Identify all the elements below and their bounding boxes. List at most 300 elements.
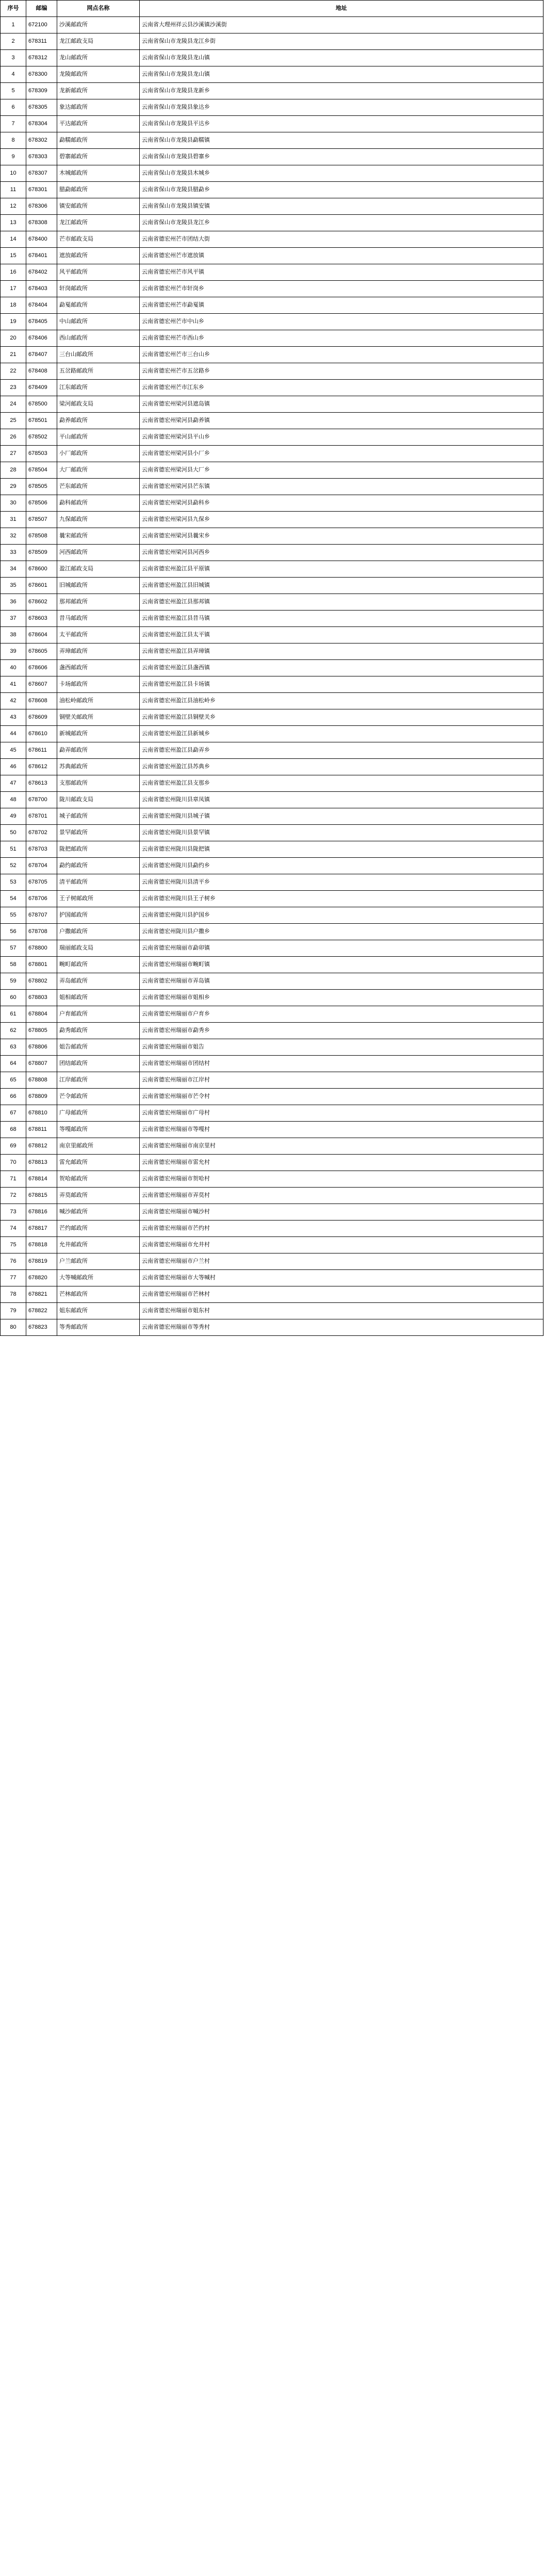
table-row [1,231,543,248]
cell-name: 芒市邮政支局 [57,231,140,248]
table-row [1,1105,543,1122]
cell-name: 芒林邮政所 [57,1286,140,1303]
cell-index: 39 [1,643,26,660]
cell-index: 22 [1,363,26,380]
cell-index: 4 [1,66,26,83]
cell-zip: 678613 [26,775,57,792]
cell-zip: 678605 [26,643,57,660]
table-row [1,297,543,314]
cell-address: 云南省德宏州盈江县弄璋镇 [140,643,543,660]
table-row [1,264,543,281]
table-row [1,429,543,446]
cell-name: 太平邮政所 [57,627,140,643]
cell-name: 龙江邮政所 [57,215,140,231]
table-row [1,841,543,858]
cell-name: 三台山邮政所 [57,347,140,363]
cell-zip: 678601 [26,578,57,594]
cell-zip: 678309 [26,83,57,99]
cell-zip: 678409 [26,380,57,396]
table-body [1,17,543,1336]
cell-zip: 678606 [26,660,57,676]
cell-name: 龙江邮政支局 [57,33,140,50]
cell-address: 云南省德宏州瑞丽市允井村 [140,1237,543,1253]
cell-address: 云南省德宏州盈江县铜壁关乡 [140,709,543,726]
cell-zip: 678602 [26,594,57,611]
cell-address: 云南省德宏州陇川县王子树乡 [140,891,543,907]
cell-index: 21 [1,347,26,363]
cell-name: 龙陵邮政所 [57,66,140,83]
cell-zip: 678507 [26,512,57,528]
cell-address: 云南省德宏州盈江县苏典乡 [140,759,543,775]
cell-address: 云南省德宏州盈江县新城乡 [140,726,543,742]
cell-index: 27 [1,446,26,462]
cell-address: 云南省德宏州盈江县那邦镇 [140,594,543,611]
cell-name: 轩岗邮政所 [57,281,140,297]
cell-name: 陇川邮政支局 [57,792,140,808]
table-row [1,693,543,709]
cell-address: 云南省德宏州瑞丽市贺哈村 [140,1171,543,1188]
cell-name: 勐秀邮政所 [57,1023,140,1039]
table-row [1,1056,543,1072]
cell-address: 云南省德宏州芒市勐戛镇 [140,297,543,314]
cell-address: 云南省德宏州梁河县河西乡 [140,545,543,561]
cell-name: 腊勐邮政所 [57,182,140,198]
cell-zip: 678702 [26,825,57,841]
cell-index: 64 [1,1056,26,1072]
table-row [1,1221,543,1237]
cell-name: 雷允邮政所 [57,1155,140,1171]
table-row [1,446,543,462]
cell-name: 弄莫邮政所 [57,1188,140,1204]
cell-name: 油松岭邮政所 [57,693,140,709]
cell-index: 30 [1,495,26,512]
table-row [1,116,543,132]
cell-address: 云南省德宏州瑞丽市姐告 [140,1039,543,1056]
cell-name: 铜壁关邮政所 [57,709,140,726]
table-row [1,545,543,561]
cell-name: 景罕邮政所 [57,825,140,841]
cell-address: 云南省德宏州芒市五岔路乡 [140,363,543,380]
table-row [1,1122,543,1138]
cell-zip: 678604 [26,627,57,643]
cell-address: 云南省德宏州芒市江东乡 [140,380,543,396]
cell-zip: 678303 [26,149,57,165]
cell-index: 7 [1,116,26,132]
table-row [1,594,543,611]
table-row [1,1072,543,1089]
cell-name: 五岔路邮政所 [57,363,140,380]
table-row [1,907,543,924]
table-row [1,347,543,363]
cell-name: 勐弄邮政所 [57,742,140,759]
table-row [1,825,543,841]
cell-zip: 678707 [26,907,57,924]
cell-name: 遮放邮政所 [57,248,140,264]
cell-index: 50 [1,825,26,841]
cell-name: 芒令邮政所 [57,1089,140,1105]
cell-address: 云南省德宏州瑞丽市南京里村 [140,1138,543,1155]
cell-index: 33 [1,545,26,561]
cell-address: 云南省德宏州瑞丽市户兰村 [140,1253,543,1270]
table-row [1,512,543,528]
cell-index: 72 [1,1188,26,1204]
cell-index: 77 [1,1270,26,1286]
cell-zip: 678703 [26,841,57,858]
cell-zip: 678404 [26,297,57,314]
table-row [1,990,543,1006]
cell-zip: 678503 [26,446,57,462]
cell-index: 70 [1,1155,26,1171]
cell-zip: 678506 [26,495,57,512]
cell-name: 弄岛邮政所 [57,973,140,990]
cell-index: 54 [1,891,26,907]
cell-address: 云南省德宏州瑞丽市大等喊村 [140,1270,543,1286]
cell-zip: 678501 [26,413,57,429]
cell-zip: 678304 [26,116,57,132]
cell-zip: 678311 [26,33,57,50]
cell-zip: 678307 [26,165,57,182]
cell-zip: 678308 [26,215,57,231]
cell-zip: 678819 [26,1253,57,1270]
cell-address: 云南省德宏州瑞丽市广母村 [140,1105,543,1122]
cell-index: 9 [1,149,26,165]
cell-name: 昔马邮政所 [57,611,140,627]
cell-index: 28 [1,462,26,479]
table-row [1,528,543,545]
cell-address: 云南省保山市龙陵县象达乡 [140,99,543,116]
cell-address: 云南省德宏州盈江县勐弄乡 [140,742,543,759]
cell-address: 云南省德宏州梁河县勐科乡 [140,495,543,512]
cell-address: 云南省德宏州梁河县曩宋乡 [140,528,543,545]
cell-address: 云南省德宏州瑞丽市弄莫村 [140,1188,543,1204]
cell-address: 云南省德宏州盈江县太平镇 [140,627,543,643]
cell-name: 盏西邮政所 [57,660,140,676]
cell-name: 陇把邮政所 [57,841,140,858]
cell-index: 42 [1,693,26,709]
cell-address: 云南省德宏州陇川县陇把镇 [140,841,543,858]
table-row [1,1204,543,1221]
cell-name: 大等喊邮政所 [57,1270,140,1286]
table-row [1,578,543,594]
cell-name: 新城邮政所 [57,726,140,742]
cell-name: 木城邮政所 [57,165,140,182]
cell-zip: 678804 [26,1006,57,1023]
cell-index: 45 [1,742,26,759]
cell-zip: 678508 [26,528,57,545]
cell-name: 镇安邮政所 [57,198,140,215]
cell-index: 69 [1,1138,26,1155]
cell-zip: 678608 [26,693,57,709]
table-row [1,1237,543,1253]
table-header-row [1,1,543,17]
cell-zip: 678403 [26,281,57,297]
table-row [1,314,543,330]
cell-zip: 678302 [26,132,57,149]
cell-zip: 678305 [26,99,57,116]
cell-zip: 678408 [26,363,57,380]
cell-address: 云南省保山市龙陵县龙江乡 [140,215,543,231]
cell-name: 户育邮政所 [57,1006,140,1023]
cell-index: 68 [1,1122,26,1138]
table-row [1,83,543,99]
cell-name: 沙溪邮政所 [57,17,140,33]
cell-name: 王子树邮政所 [57,891,140,907]
cell-name: 卡场邮政所 [57,676,140,693]
cell-name: 瑞丽邮政支局 [57,940,140,957]
cell-index: 51 [1,841,26,858]
cell-name: 大厂邮政所 [57,462,140,479]
table-row [1,1039,543,1056]
cell-zip: 678708 [26,924,57,940]
cell-index: 40 [1,660,26,676]
cell-address: 云南省德宏州瑞丽市等秀村 [140,1319,543,1336]
table-row [1,330,543,347]
table-row [1,215,543,231]
cell-address: 云南省德宏州瑞丽市姐相乡 [140,990,543,1006]
cell-address: 云南省德宏州瑞丽市芒约村 [140,1221,543,1237]
cell-zip: 678807 [26,1056,57,1072]
cell-address: 云南省德宏州梁河县勐养镇 [140,413,543,429]
cell-index: 13 [1,215,26,231]
cell-name: 南京里邮政所 [57,1138,140,1155]
cell-zip: 678816 [26,1204,57,1221]
cell-name: 芒东邮政所 [57,479,140,495]
cell-index: 34 [1,561,26,578]
cell-address: 云南省德宏州陇川县景罕镇 [140,825,543,841]
cell-name: 盈江邮政支局 [57,561,140,578]
table-row [1,957,543,973]
cell-address: 云南省德宏州陇川县章凤镇 [140,792,543,808]
cell-zip: 678600 [26,561,57,578]
cell-index: 78 [1,1286,26,1303]
cell-index: 3 [1,50,26,66]
cell-index: 80 [1,1319,26,1336]
cell-zip: 678612 [26,759,57,775]
table-row [1,99,543,116]
cell-zip: 678706 [26,891,57,907]
table-row [1,479,543,495]
cell-name: 贺哈邮政所 [57,1171,140,1188]
cell-address: 云南省保山市龙陵县龙江乡街 [140,33,543,50]
cell-name: 西山邮政所 [57,330,140,347]
table-row [1,643,543,660]
cell-name: 支那邮政所 [57,775,140,792]
cell-zip: 678603 [26,611,57,627]
cell-index: 52 [1,858,26,874]
cell-address: 云南省德宏州盈江县支那乡 [140,775,543,792]
table-row [1,676,543,693]
table-row [1,380,543,396]
cell-index: 12 [1,198,26,215]
cell-zip: 678502 [26,429,57,446]
cell-zip: 678811 [26,1122,57,1138]
header-address: 地址 [140,1,543,17]
cell-name: 清平邮政所 [57,874,140,891]
cell-index: 76 [1,1253,26,1270]
cell-zip: 678815 [26,1188,57,1204]
cell-name: 曩宋邮政所 [57,528,140,545]
cell-address: 云南省德宏州瑞丽市等嘎村 [140,1122,543,1138]
cell-address: 云南省德宏州芒市轩岗乡 [140,281,543,297]
table-row [1,413,543,429]
cell-address: 云南省德宏州瑞丽市喊沙村 [140,1204,543,1221]
cell-index: 16 [1,264,26,281]
cell-name: 龙新邮政所 [57,83,140,99]
cell-zip: 678701 [26,808,57,825]
cell-index: 32 [1,528,26,545]
cell-address: 云南省德宏州梁河县九保乡 [140,512,543,528]
table-row [1,1270,543,1286]
cell-index: 58 [1,957,26,973]
cell-name: 等嘎邮政所 [57,1122,140,1138]
table-row [1,363,543,380]
cell-zip: 678400 [26,231,57,248]
cell-address: 云南省德宏州芒市遮放镇 [140,248,543,264]
table-row [1,66,543,83]
cell-index: 67 [1,1105,26,1122]
cell-address: 云南省德宏州梁河县大厂乡 [140,462,543,479]
cell-address: 云南省德宏州瑞丽市勐秀乡 [140,1023,543,1039]
table-row [1,561,543,578]
cell-name: 喊沙邮政所 [57,1204,140,1221]
cell-zip: 678301 [26,182,57,198]
cell-zip: 678821 [26,1286,57,1303]
table-row [1,1253,543,1270]
cell-name: 平达邮政所 [57,116,140,132]
cell-index: 74 [1,1221,26,1237]
cell-index: 8 [1,132,26,149]
cell-zip: 678407 [26,347,57,363]
cell-address: 云南省保山市龙陵县龙山镇 [140,66,543,83]
cell-address: 云南省德宏州梁河县遮岛镇 [140,396,543,413]
header-zip: 邮编 [26,1,57,17]
cell-address: 云南省德宏州盈江县盏西镇 [140,660,543,676]
cell-address: 云南省德宏州盈江县卡场镇 [140,676,543,693]
cell-address: 云南省保山市龙陵县碧寨乡 [140,149,543,165]
table-row [1,924,543,940]
table-row [1,660,543,676]
cell-name: 户撒邮政所 [57,924,140,940]
cell-index: 5 [1,83,26,99]
cell-zip: 678401 [26,248,57,264]
cell-name: 梁河邮政支局 [57,396,140,413]
cell-zip: 678704 [26,858,57,874]
cell-index: 75 [1,1237,26,1253]
cell-index: 20 [1,330,26,347]
cell-name: 勐糯邮政所 [57,132,140,149]
cell-zip: 678802 [26,973,57,990]
cell-address: 云南省德宏州梁河县小厂乡 [140,446,543,462]
table-row [1,973,543,990]
cell-address: 云南省德宏州芒市三台山乡 [140,347,543,363]
cell-zip: 678406 [26,330,57,347]
cell-zip: 678607 [26,676,57,693]
cell-index: 10 [1,165,26,182]
cell-zip: 678822 [26,1303,57,1319]
cell-address: 云南省德宏州芒市风平镇 [140,264,543,281]
table-row [1,792,543,808]
table-row [1,17,543,33]
cell-name: 碧寨邮政所 [57,149,140,165]
cell-zip: 678610 [26,726,57,742]
cell-name: 户兰邮政所 [57,1253,140,1270]
cell-name: 弄璋邮政所 [57,643,140,660]
cell-zip: 678812 [26,1138,57,1155]
cell-zip: 678500 [26,396,57,413]
cell-address: 云南省德宏州芒市团结大街 [140,231,543,248]
cell-zip: 678705 [26,874,57,891]
cell-zip: 678504 [26,462,57,479]
cell-name: 勐戛邮政所 [57,297,140,314]
cell-zip: 678300 [26,66,57,83]
table-row [1,50,543,66]
table-row [1,248,543,264]
cell-index: 43 [1,709,26,726]
cell-index: 19 [1,314,26,330]
cell-address: 云南省德宏州梁河县芒东镇 [140,479,543,495]
cell-address: 云南省德宏州陇川县清平乡 [140,874,543,891]
cell-name: 广母邮政所 [57,1105,140,1122]
cell-zip: 672100 [26,17,57,33]
cell-address: 云南省德宏州瑞丽市团结村 [140,1056,543,1072]
table-row [1,198,543,215]
cell-zip: 678809 [26,1089,57,1105]
cell-index: 66 [1,1089,26,1105]
cell-index: 60 [1,990,26,1006]
table-row [1,149,543,165]
cell-zip: 678814 [26,1171,57,1188]
cell-name: 姐相邮政所 [57,990,140,1006]
table-row [1,775,543,792]
cell-index: 49 [1,808,26,825]
cell-address: 云南省保山市龙陵县龙新乡 [140,83,543,99]
cell-zip: 678818 [26,1237,57,1253]
cell-index: 53 [1,874,26,891]
cell-zip: 678803 [26,990,57,1006]
cell-zip: 678312 [26,50,57,66]
cell-index: 29 [1,479,26,495]
table-row [1,495,543,512]
table-row [1,742,543,759]
cell-address: 云南省保山市龙陵县平达乡 [140,116,543,132]
cell-name: 江岸邮政所 [57,1072,140,1089]
table-row [1,1006,543,1023]
cell-address: 云南省保山市龙陵县龙山镇 [140,50,543,66]
cell-index: 35 [1,578,26,594]
cell-zip: 678817 [26,1221,57,1237]
header-index: 序号 [1,1,26,17]
cell-index: 2 [1,33,26,50]
cell-zip: 678509 [26,545,57,561]
cell-index: 25 [1,413,26,429]
cell-index: 47 [1,775,26,792]
table-row [1,808,543,825]
cell-zip: 678609 [26,709,57,726]
cell-zip: 678805 [26,1023,57,1039]
table-row [1,1286,543,1303]
cell-name: 小厂邮政所 [57,446,140,462]
table-row [1,627,543,643]
cell-zip: 678306 [26,198,57,215]
cell-address: 云南省德宏州瑞丽市弄岛镇 [140,973,543,990]
cell-name: 风平邮政所 [57,264,140,281]
cell-name: 旧城邮政所 [57,578,140,594]
cell-address: 云南省德宏州瑞丽市芒令村 [140,1089,543,1105]
cell-index: 48 [1,792,26,808]
cell-address: 云南省德宏州瑞丽市勐卯镇 [140,940,543,957]
cell-index: 26 [1,429,26,446]
table-row [1,874,543,891]
